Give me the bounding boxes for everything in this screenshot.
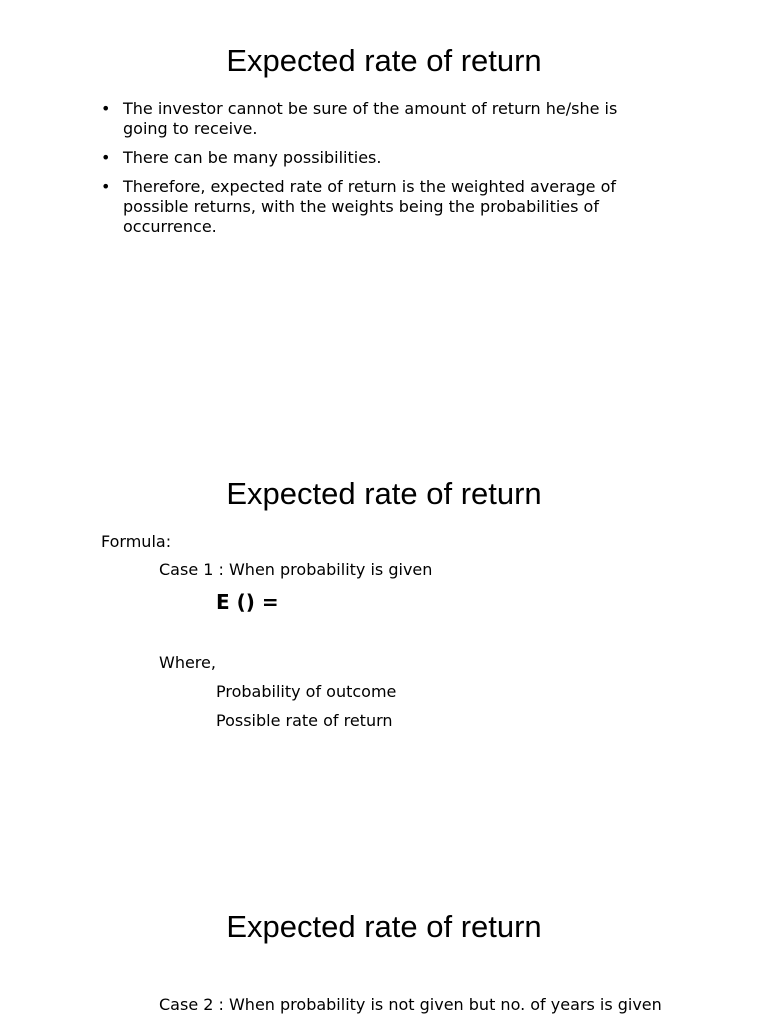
slide-1 — [0, 0, 768, 440]
bullet-text: The investor cannot be sure of the amount of return he/she is going to receive. — [123, 99, 618, 138]
bullet-list — [101, 99, 661, 246]
slide-title: Expected rate of return — [226, 476, 542, 511]
formula: E () = — [216, 590, 279, 614]
list-item — [101, 148, 661, 168]
where-label: Where, — [159, 653, 216, 672]
slide-3 — [0, 870, 768, 1024]
formula-label: Formula: — [101, 532, 172, 551]
case-label: Case 1 : When probability is given — [159, 560, 433, 579]
bullet-text: There can be many possibilities. — [123, 148, 382, 167]
slide-2 — [0, 440, 768, 870]
case-label: Case 2 : When probability is not given but no. of years is given — [159, 995, 662, 1014]
bullet-icon: • — [101, 99, 111, 118]
list-item — [101, 99, 661, 139]
bullet-icon: • — [101, 148, 111, 167]
slide-title: Expected rate of return — [226, 43, 542, 78]
definition-return: Possible rate of return — [216, 711, 393, 730]
slide-title: Expected rate of return — [226, 909, 542, 944]
bullet-icon: • — [101, 177, 111, 196]
list-item — [101, 177, 661, 237]
bullet-text: Therefore, expected rate of return is the weighted average of possible returns, with the weights being the probabilities of occurrence. — [123, 177, 617, 236]
definition-probability: Probability of outcome — [216, 682, 397, 701]
